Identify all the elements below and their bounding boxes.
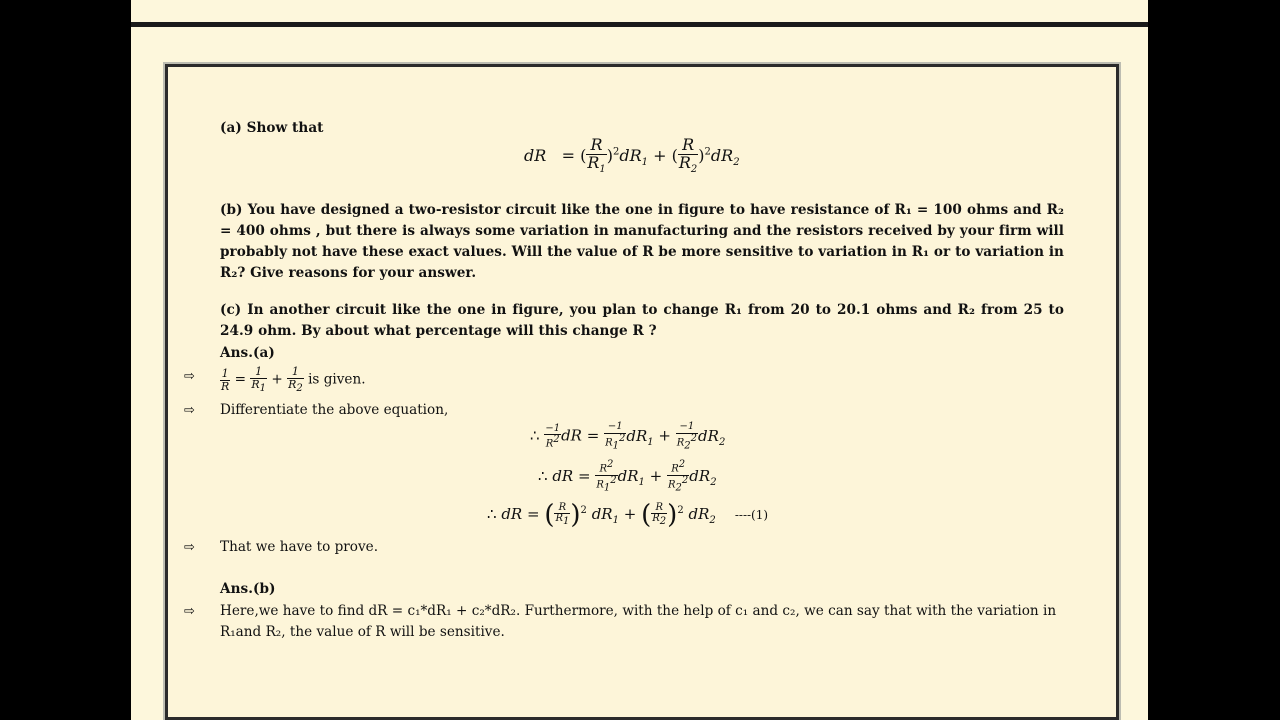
arrow-icon: ⇨ — [184, 403, 195, 418]
eq-main-plus: + — [653, 145, 667, 165]
bullet-3-text: That we have to prove. — [220, 539, 379, 555]
arrow-icon: ⇨ — [184, 369, 195, 384]
equation-main: dR = ( $\frac{R}{R_1}$ )$^2dR_1$ + ( $\frac{R}{R_2}$ )$^2dR_2$ — [524, 135, 740, 175]
part-b-text: (b) You have designed a two-resistor circuit like the one in figure to have resistance of R₁ = 100 ohms and R₂ = 400 ohms , but there is always some variation in manufacturing and the resistors received by your firm will probably not have these exact values. Will the value of R be more sensitive to variation in R₁ or to variation in R₂? Give reasons for your answer. — [220, 202, 1064, 281]
ans-a-bullet-1: ⇨ $\frac{1}{R}$ = $\frac{1}{R_1}$ + $\frac{1}{R_2}$ is given. — [184, 365, 366, 394]
arrow-icon: ⇨ — [184, 604, 195, 619]
part-a-label: (a) Show that — [220, 120, 324, 136]
ans-a-bullet-2 — [184, 400, 449, 421]
content-frame — [165, 64, 1119, 720]
ans-b-line-1: Here,we have to find dR = c₁*dR₁ + c₂*dR₂. Furthermore, with the help of c₁ and c₂, we can say that with the variation in — [220, 603, 1057, 619]
top-divider — [131, 22, 1148, 27]
eq-main-lhs: dR — [524, 145, 547, 165]
bullet-2-text: Differentiate the above equation, — [220, 402, 449, 418]
eq-main-equals: = — [561, 145, 575, 165]
part-c-text: (c) In another circuit like the one in figure, you plan to change R₁ from 20 to 20.1 ohms and R₂ from 25 to 24.9 ohm. By about what percentage will this change R ? — [220, 302, 1064, 339]
ans-a-bullet-3 — [184, 537, 379, 558]
ans-b-bullet-1 — [184, 601, 1064, 643]
equation-reference: ----(1) — [734, 508, 769, 522]
derivation-line-3: ∴ dR = ( $\frac{R}{R_1}$ )$^2$ $dR_1$ + ( $\frac{R}{R_2}$ )$^2$ $dR_2$ ----(1) — [487, 500, 769, 530]
derivation-line-1: ∴ $\frac{-1}{R^2}$ dR = $\frac{-1}{R_1^2}$ $dR_1$ + $\frac{-1}{R_2^2}$ $dR_2$ — [530, 421, 726, 451]
bullet-1-suffix: is given. — [308, 371, 366, 388]
derivation-line-2: ∴ dR = $\frac{R^2}{R_1^2}$ $dR_1$ + $\frac{R^2}{R_2^2}$ $dR_2$ — [538, 459, 717, 494]
arrow-icon: ⇨ — [184, 540, 195, 555]
ans-b-label: Ans.(b) — [220, 581, 276, 597]
ans-b-line-2: R₁and R₂, the value of R will be sensitive. — [220, 624, 505, 640]
ans-a-label: Ans.(a) — [220, 345, 275, 361]
